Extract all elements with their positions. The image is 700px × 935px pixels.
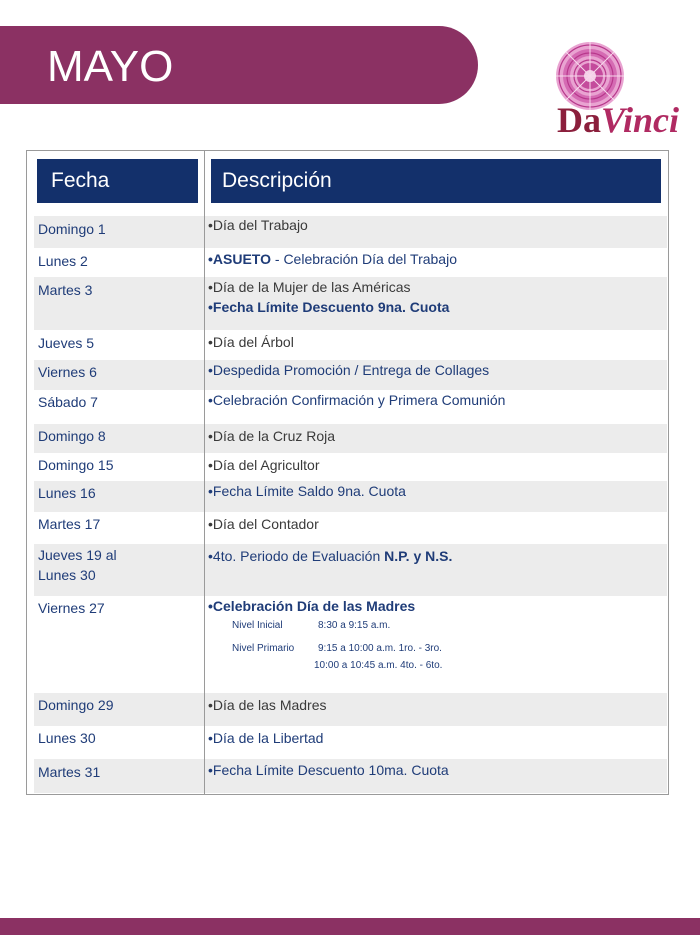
schedule-level-primario: Nivel Primario (232, 643, 295, 654)
row-date: Jueves 19 al (38, 547, 117, 563)
schedule-time-primario-2: 10:00 a 10:45 a.m. 4to. - 6to. (314, 660, 443, 671)
row-description: •Día del Árbol (208, 334, 294, 350)
logo-wordmark: DaVinci (557, 100, 680, 140)
row-description: •Día de la Mujer de las Américas (208, 279, 411, 295)
row-date: Martes 31 (38, 764, 101, 780)
row-description: •Día del Trabajo (208, 217, 308, 233)
row-date: Martes 3 (38, 282, 93, 298)
table-row (34, 726, 667, 760)
header-description: Descripción (211, 159, 661, 203)
column-divider (204, 150, 205, 795)
row-description: •ASUETO - Celebración Día del Trabajo (208, 251, 457, 267)
row-date-line2: Lunes 30 (38, 567, 96, 583)
row-date: Sábado 7 (38, 394, 98, 410)
table-row (34, 693, 667, 727)
row-description: •Día de la Cruz Roja (208, 428, 336, 444)
row-date: Lunes 2 (38, 253, 88, 269)
table-row (34, 424, 667, 454)
row-description: •Fecha Límite Saldo 9na. Cuota (208, 483, 406, 499)
table-row (34, 512, 667, 545)
row-date: Lunes 30 (38, 730, 96, 746)
row-description: •Día de las Madres (208, 697, 327, 713)
schedule-time-primario-1: 9:15 a 10:00 a.m. 1ro. - 3ro. (318, 643, 442, 654)
row-description: •Celebración Día de las Madres (208, 598, 416, 614)
row-date: Domingo 15 (38, 457, 114, 473)
page-title: MAYO (47, 42, 174, 91)
table-row (34, 216, 667, 249)
row-description: •Fecha Límite Descuento 10ma. Cuota (208, 762, 449, 778)
row-description: •Día del Contador (208, 516, 319, 532)
schedule-level-inicial: Nivel Inicial (232, 620, 283, 631)
table-row (34, 330, 667, 361)
row-date: Viernes 27 (38, 600, 105, 616)
footer-bar (0, 918, 700, 935)
table-row (34, 453, 667, 482)
row-description: •Día del Agricultor (208, 457, 320, 473)
row-date: Domingo 8 (38, 428, 106, 444)
header-date: Fecha (37, 159, 198, 203)
row-date: Lunes 16 (38, 485, 96, 501)
schedule-time-inicial: 8:30 a 9:15 a.m. (318, 620, 391, 631)
row-date: Domingo 29 (38, 697, 114, 713)
row-date: Jueves 5 (38, 335, 95, 351)
row-description-line2: •Fecha Límite Descuento 9na. Cuota (208, 299, 450, 315)
row-date: Viernes 6 (38, 364, 97, 380)
row-description: •4to. Periodo de Evaluación N.P. y N.S. (208, 548, 453, 564)
row-description: •Celebración Confirmación y Primera Comunión (208, 392, 506, 408)
row-date: Domingo 1 (38, 221, 106, 237)
row-date: Martes 17 (38, 516, 101, 532)
row-description: •Despedida Promoción / Entrega de Collages (208, 362, 490, 378)
row-description: •Día de la Libertad (208, 730, 324, 746)
